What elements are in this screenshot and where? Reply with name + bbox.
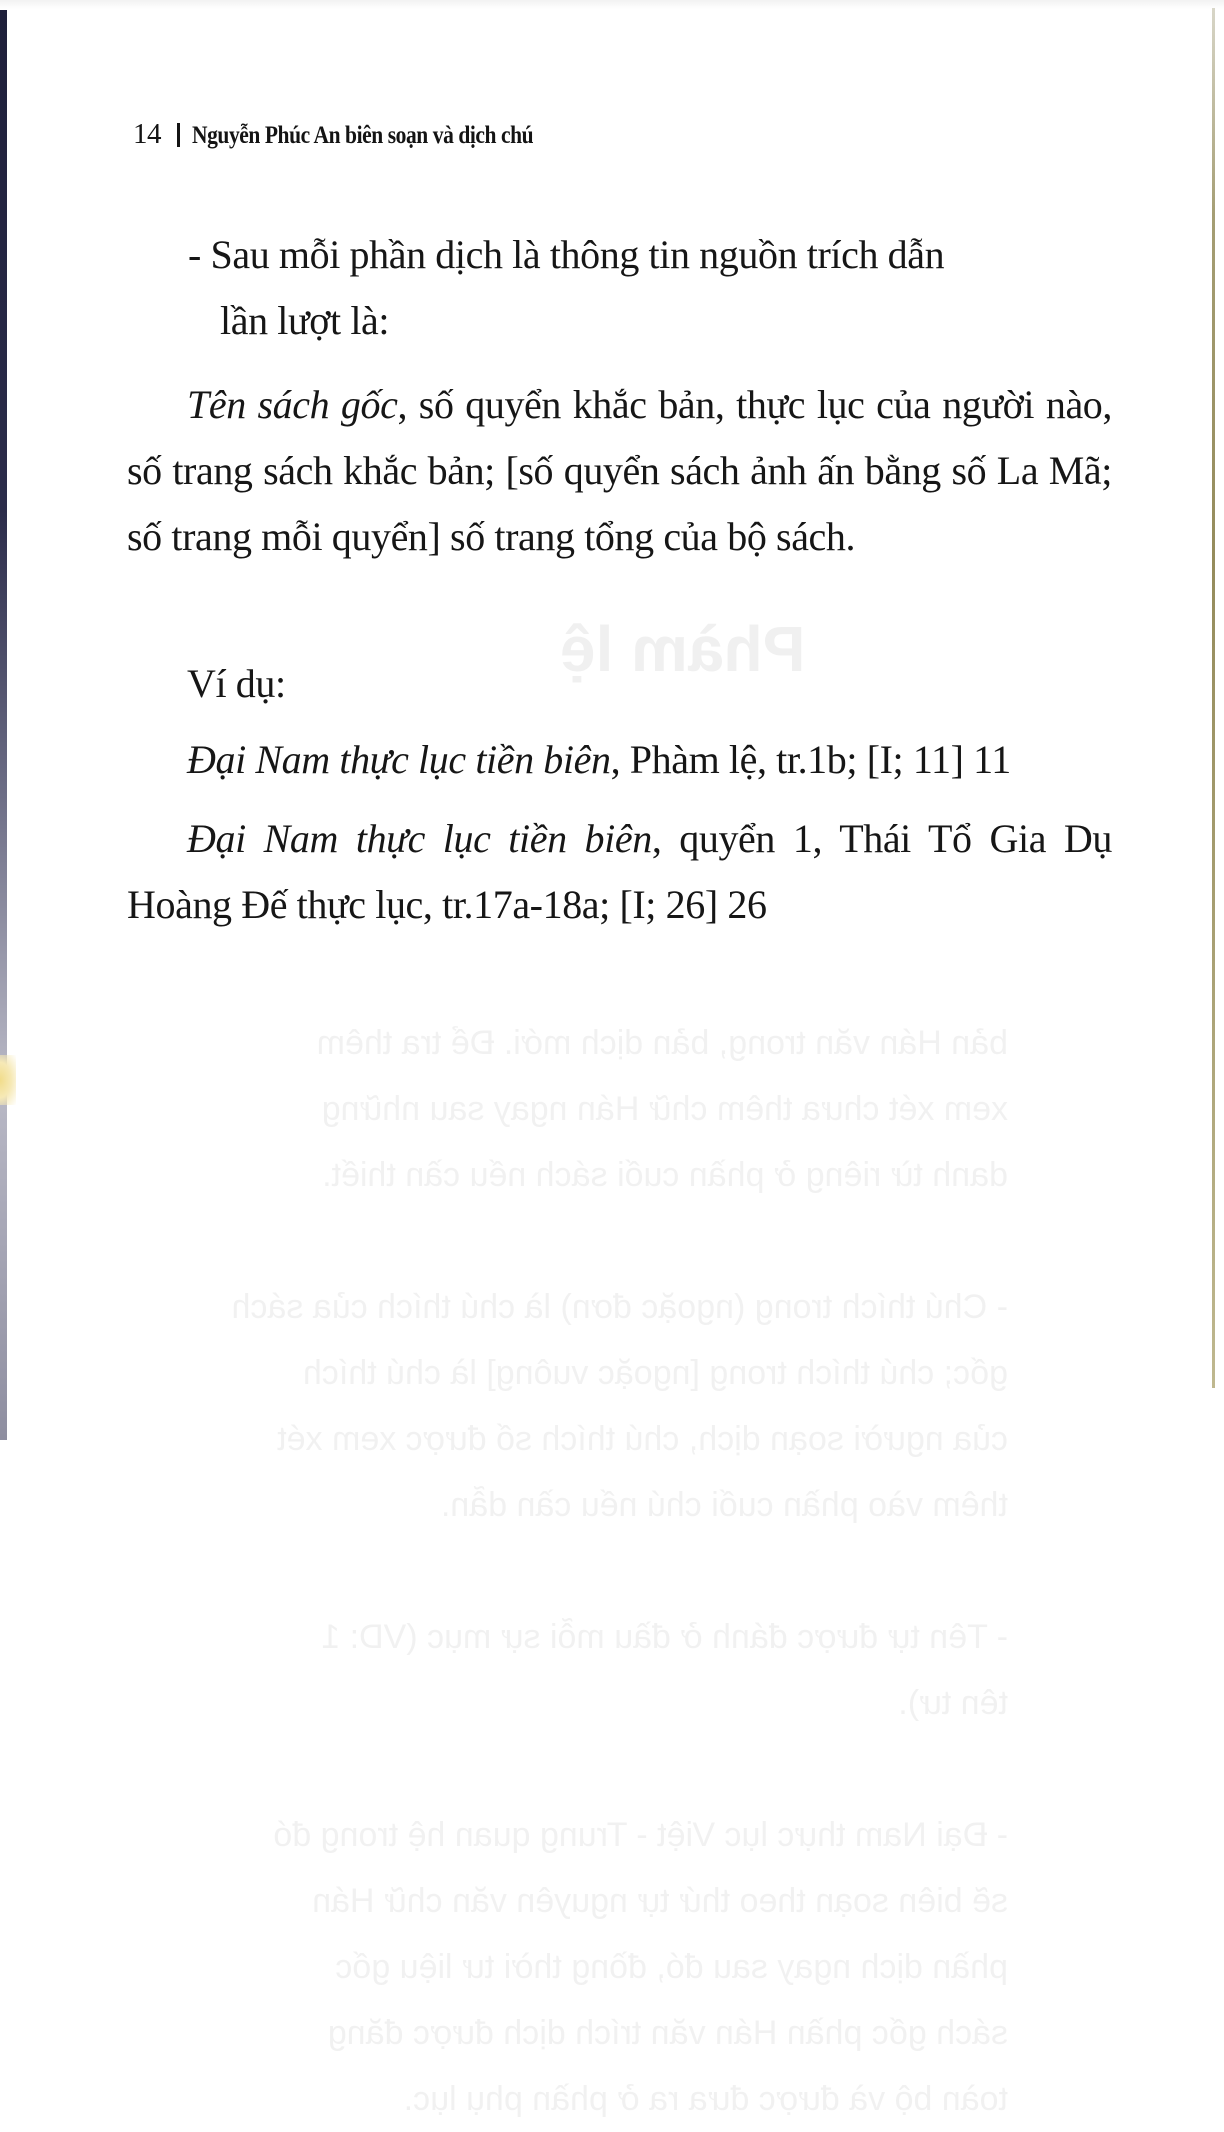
bleed-line: của người soạn dịch, chú thích số được xem xét: [277, 1420, 1008, 1458]
bleed-line: toàn bộ và được đưa ra ở phần phụ lục.: [403, 2080, 1008, 2118]
bullet-line-2: lần lượt là:: [220, 298, 390, 343]
bleed-line: danh từ riêng ở phần cuối sách nếu cần thiết.: [322, 1156, 1008, 1194]
bullet-line-1: - Sau mỗi phần dịch là thông tin nguồn trích dẫn: [188, 232, 945, 277]
citation-format-paragraph: [127, 372, 1112, 570]
example-citation-2: [127, 806, 1112, 938]
bleed-line: sẽ biên soạn theo thứ tự nguyên văn chữ Hán: [312, 1882, 1008, 1920]
header-separator: [177, 123, 180, 147]
example-title: Đại Nam thực lục tiền biên: [187, 816, 652, 861]
bleed-line: - Chú thích trong (ngoặc đơn) là chú thích của sách: [231, 1288, 1008, 1326]
bleed-through-heading: Phàm lệ: [560, 613, 806, 685]
running-header: [133, 118, 589, 151]
bleed-line: sách gốc phần Hán văn trích dịch được đăng: [327, 2014, 1008, 2052]
italic-lead: Tên sách gốc: [187, 382, 398, 427]
bleed-line: tên tư).: [898, 1684, 1008, 1722]
example-details: , Phàm lệ, tr.1b; [I; 11] 11: [610, 737, 1011, 782]
example-citation-1: [127, 727, 1112, 793]
bleed-line: phần dịch ngay sau đó, đồng thời tư liệu gốc: [335, 1948, 1008, 1986]
scan-right-edge: [1212, 8, 1215, 1388]
bleed-line: [128, 1538, 1008, 1604]
bleed-line: - Tên tự được đánh ở đầu mỗi sự mục (VD: 1: [321, 1618, 1008, 1656]
example-details: , quyển 1, Thái Tổ Gia Dụ Hoàng Đế thực lục, tr.17a-18a; [I; 26] 26: [127, 816, 1112, 927]
example-label: Ví dụ:: [187, 661, 286, 706]
example-title: Đại Nam thực lục tiền biên: [187, 737, 611, 782]
paper-stain: [0, 1055, 16, 1105]
running-header-title: Nguyễn Phúc An biên soạn và dịch chú: [192, 122, 534, 149]
paragraph-text: , số quyển khắc bản, thực lục của người nào, số trang sách khắc bản; [số quyển sách ảnh ấn bằng số La Mã; số trang mỗi quyển] số trang tổng của bộ sách.: [127, 382, 1112, 559]
bleed-line: gốc; chú thích trong [ngoặc vuông] là chú thích: [302, 1354, 1008, 1392]
bleed-line: xem xét chưa thêm chữ Hán ngay sau những: [321, 1090, 1008, 1128]
bullet-paragraph: [188, 222, 1112, 354]
bleed-line: [128, 1736, 1008, 1802]
bleed-line: - Đại Nam thực lục Việt - Trung quan hệ trong đó: [273, 1816, 1008, 1854]
scan-top-edge: [0, 0, 1224, 9]
page-number: 14: [133, 118, 161, 150]
bleed-through-text: [128, 1010, 1008, 2132]
bleed-line: bản Hán văn trong, bản dịch mới. Để tra thêm: [316, 1024, 1008, 1062]
scan-left-edge: [0, 10, 7, 1440]
bleed-line: thêm vào phần cuối chú nếu cần dẫn.: [440, 1486, 1008, 1524]
bleed-line: [128, 1208, 1008, 1274]
